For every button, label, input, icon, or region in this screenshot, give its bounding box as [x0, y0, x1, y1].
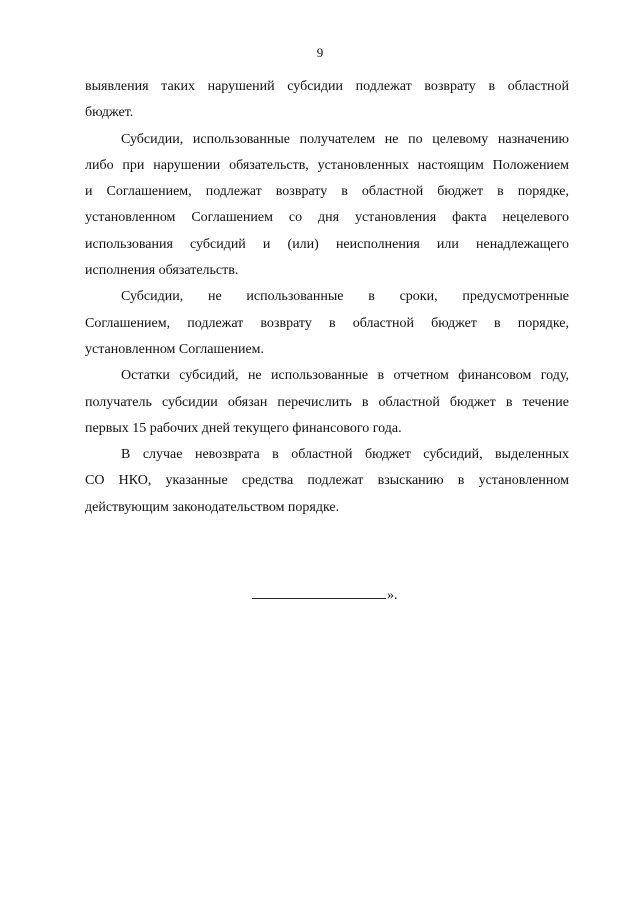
page-number: 9 [316, 45, 324, 60]
paragraph-2-line-3: и Соглашением, подлежат возврату в областной бюджет в порядке, [85, 184, 569, 200]
blank-underline [252, 598, 386, 599]
document-body [85, 74, 569, 521]
closing-quote: ». [387, 588, 398, 603]
paragraph-1-line-2: бюджет. [85, 105, 134, 121]
paragraph-2-line-4: установленном Соглашением со дня установления факта нецелевого [85, 210, 569, 226]
paragraph-2-line-1: Субсидии, использованные получателем не по целевому назначению [121, 131, 569, 147]
closing-line [252, 588, 398, 604]
paragraph-4-line-3: первых 15 рабочих дней текущего финансового года. [85, 420, 402, 436]
paragraph-1-line-1: выявления таких нарушений субсидии подлежат возврату в областной [85, 79, 569, 94]
paragraph-3-line-3: установленном Соглашением. [85, 341, 265, 357]
paragraph-2-line-2: либо при нарушении обязательств, установленных настоящим Положением [85, 157, 569, 173]
paragraph-4-line-1: Остатки субсидий, не использованные в отчетном финансовом году, [121, 368, 569, 384]
paragraph-4-line-2: получатель субсидии обязан перечислить в областной бюджет в течение [85, 394, 569, 410]
paragraph-3-line-2: Соглашением, подлежат возврату в областной бюджет в порядке, [85, 315, 569, 331]
paragraph-2-line-5: использования субсидий и (или) неисполнения или ненадлежащего [85, 236, 569, 252]
paragraph-5-line-1: В случае невозврата в областной бюджет субсидий, выделенных [121, 447, 569, 463]
paragraph-5-line-3: действующим законодательством порядке. [85, 499, 340, 515]
paragraph-5-line-2: СО НКО, указанные средства подлежат взысканию в установленном [85, 473, 569, 489]
paragraph-2-line-6: исполнения обязательств. [85, 263, 239, 279]
paragraph-3-line-1: Субсидии, не использованные в сроки, предусмотренные [121, 289, 569, 305]
